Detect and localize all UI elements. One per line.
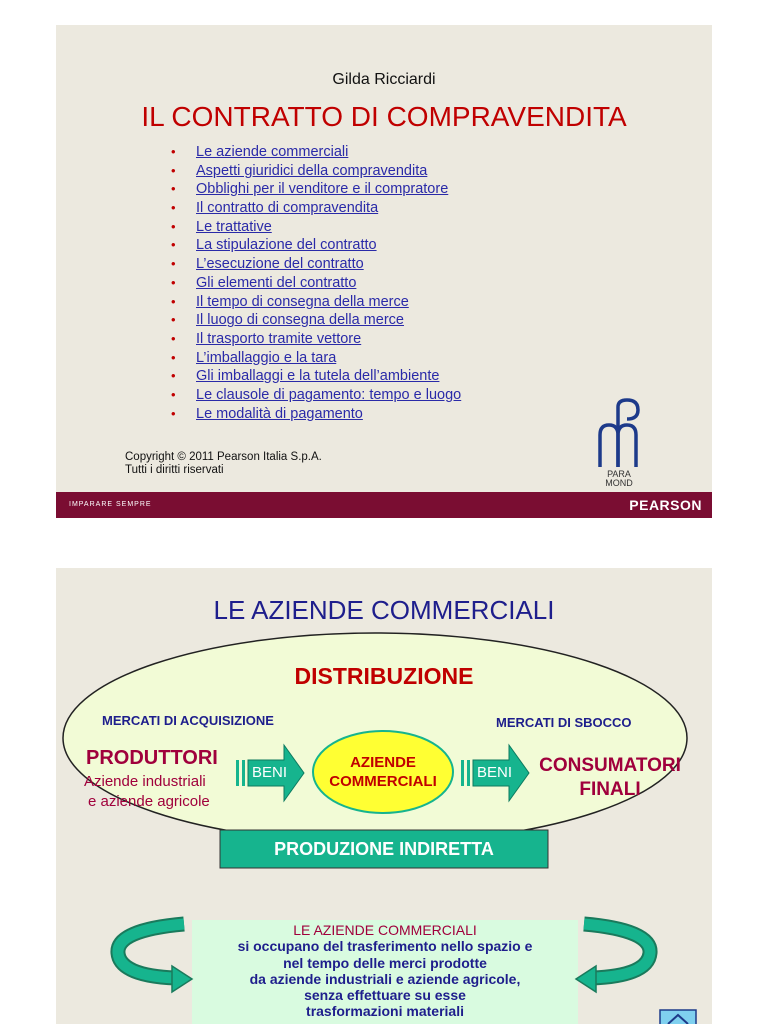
slide-2 xyxy=(56,568,712,1024)
toc-link[interactable]: Aspetti giuridici della compravendita xyxy=(196,162,428,179)
toc-link[interactable]: Gli imballaggi e la tutela dell’ambiente xyxy=(196,368,440,385)
slide-title: LE AZIENDE COMMERCIALI xyxy=(213,595,555,625)
consumatori-line-2: FINALI xyxy=(579,779,641,800)
toc-item xyxy=(171,218,461,237)
toc-item xyxy=(171,293,461,312)
toc-item xyxy=(171,330,461,349)
paramond-logo-icon xyxy=(592,397,647,487)
aziende-commerciali-label xyxy=(313,753,453,791)
footer-bar xyxy=(56,492,712,518)
toc-item xyxy=(171,367,461,386)
slide-title: IL CONTRATTO DI COMPRAVENDITA xyxy=(141,101,627,132)
toc-link[interactable]: Il trasporto tramite vettore xyxy=(196,330,362,347)
toc-item xyxy=(171,255,461,274)
curved-arrow-right-icon xyxy=(576,924,650,992)
copyright-line: Copyright © 2011 Pearson Italia S.p.A. xyxy=(125,451,322,463)
toc-item xyxy=(171,349,461,368)
produzione-indiretta-label: PRODUZIONE INDIRETTA xyxy=(274,839,494,859)
toc-item xyxy=(171,143,461,162)
curved-arrow-left-icon xyxy=(118,924,192,992)
copyright-notice xyxy=(125,451,322,477)
mercati-sbocco-label: MERCATI DI SBOCCO xyxy=(496,715,632,730)
description-line: si occupano del trasferimento nello spazio e xyxy=(237,938,533,955)
description-title: LE AZIENDE COMMERCIALI xyxy=(293,922,477,938)
description-line: da aziende industriali e aziende agricole, xyxy=(249,970,521,987)
toc-link[interactable]: Obblighi per il venditore e il compratore xyxy=(196,181,449,198)
slide-1 xyxy=(56,25,712,518)
description-line: senza effettuare su esse xyxy=(304,987,466,1004)
toc-link[interactable]: L’esecuzione del contratto xyxy=(196,256,364,273)
description-line: nel tempo delle merci prodotte xyxy=(283,954,487,971)
footer-brand: PEARSON xyxy=(629,497,702,513)
toc-item xyxy=(171,199,461,218)
consumatori-line-1: CONSUMATORI xyxy=(539,755,681,776)
toc-link[interactable]: Il tempo di consegna della merce xyxy=(196,293,409,310)
produttori-subtitle-1: Aziende industriali xyxy=(84,773,206,790)
description-line: trasformazioni materiali xyxy=(306,1003,464,1020)
toc-link[interactable]: Il luogo di consegna della merce xyxy=(196,312,404,329)
beni-right-label: BENI xyxy=(477,764,513,781)
toc-link[interactable]: La stipulazione del contratto xyxy=(196,237,377,254)
beni-left-label: BENI xyxy=(252,764,288,781)
rights-line: Tutti i diritti riservati xyxy=(125,464,224,476)
toc-item xyxy=(171,405,461,424)
toc-link[interactable]: L’imballaggio e la tara xyxy=(196,349,337,366)
table-of-contents xyxy=(171,143,461,423)
toc-link[interactable]: Il contratto di compravendita xyxy=(196,200,379,217)
footer-tagline: IMPARARE SEMPRE xyxy=(69,501,152,508)
toc-link[interactable]: Le clausole di pagamento: tempo e luogo xyxy=(196,386,462,403)
toc-link[interactable]: Le aziende commerciali xyxy=(196,144,349,160)
toc-item xyxy=(171,162,461,181)
produttori-label: PRODUTTORI xyxy=(86,747,218,769)
mercati-acquisizione-label: MERCATI DI ACQUISIZIONE xyxy=(102,713,274,728)
author-name: Gilda Ricciardi xyxy=(332,71,436,88)
toc-link[interactable]: Le modalità di pagamento xyxy=(196,405,363,422)
description-text xyxy=(192,922,578,1020)
toc-item xyxy=(171,180,461,199)
aziende-line-1: AZIENDE xyxy=(350,754,416,771)
consumatori-finali-label xyxy=(526,754,694,802)
logo-text-bottom: MOND xyxy=(605,478,633,487)
toc-link[interactable]: Gli elementi del contratto xyxy=(196,274,357,291)
aziende-line-2: COMMERCIALI xyxy=(329,773,437,790)
toc-item xyxy=(171,386,461,405)
distribuzione-label: DISTRIBUZIONE xyxy=(294,663,474,689)
toc-item xyxy=(171,274,461,293)
toc-link[interactable]: Le trattative xyxy=(196,218,272,235)
produttori-subtitle-2: e aziende agricole xyxy=(88,793,210,810)
logo-text-top: PARA xyxy=(607,469,631,479)
toc-item xyxy=(171,311,461,330)
toc-item xyxy=(171,236,461,255)
home-nav-button[interactable] xyxy=(660,1010,696,1024)
